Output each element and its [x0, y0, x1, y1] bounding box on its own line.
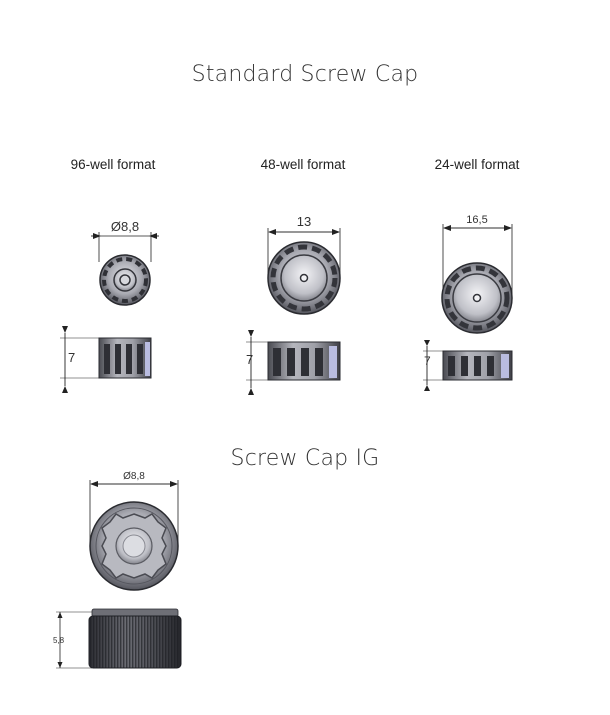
- cap-48-well-top-view: [268, 214, 340, 314]
- format-label-24-well: 24-well format: [434, 157, 520, 172]
- cap-96-well-top-view: [91, 219, 159, 305]
- cap-24-well-side-view: [423, 340, 512, 391]
- height-label-96: 7: [68, 350, 76, 365]
- height-label-24: 7: [424, 354, 431, 368]
- cap-24-well-top-view: [442, 214, 512, 333]
- format-label-48-well: 48-well format: [260, 157, 346, 172]
- height-label-ig: 5,8: [53, 636, 65, 645]
- diameter-label-96: Ø8,8: [110, 219, 140, 234]
- diameter-label-48: 13: [296, 214, 312, 229]
- diameter-label-ig: Ø8,8: [123, 471, 145, 482]
- cap-96-well-side-view: [60, 326, 151, 393]
- cap-48-well-side-view: [246, 330, 340, 395]
- cap-ig-side-view: [53, 609, 181, 668]
- title-screw-cap-ig: Screw Cap IG: [230, 446, 380, 471]
- cap-ig-top-view: [90, 471, 178, 590]
- height-label-48: 7: [246, 352, 254, 367]
- title-standard-screw-cap: Standard Screw Cap: [191, 62, 419, 87]
- format-label-96-well: 96-well format: [70, 157, 156, 172]
- diameter-label-24: 16,5: [466, 214, 488, 226]
